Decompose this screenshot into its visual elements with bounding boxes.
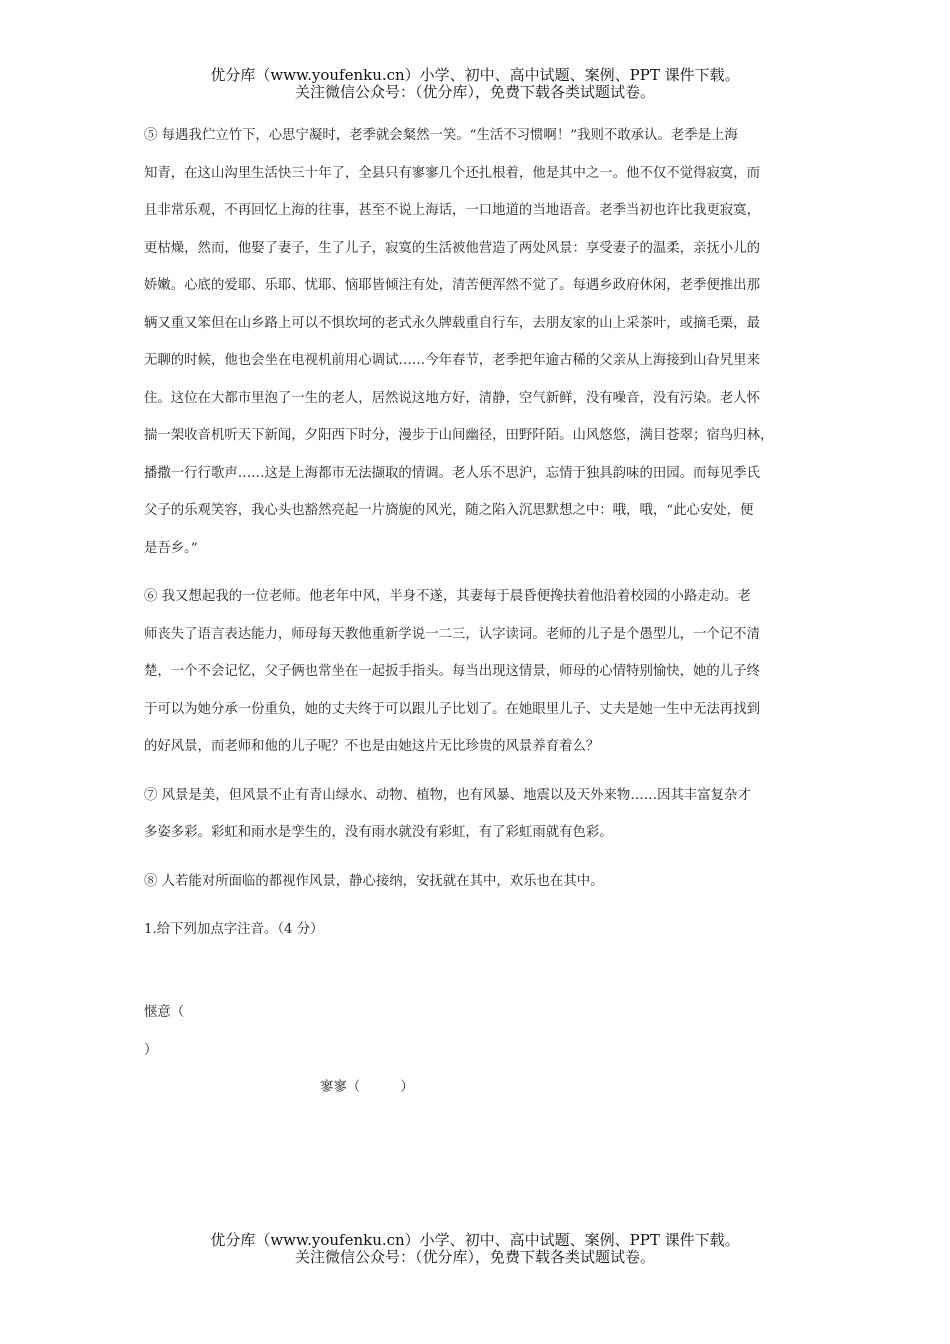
page-footer [0,1232,950,1266]
text-line: 辆又重又笨但在山乡路上可以不惧坎坷的老式永久牌载重自行车，去朋友家的山上采茶叶，或摘毛栗，最 [144,315,760,331]
text-line: ⑧ 人若能对所面临的都视作风景，静心接纳，安抚就在其中，欢乐也在其中。 [144,873,604,889]
text-line: 知青，在这山沟里生活快三十年了，全县只有寥寥几个还扎根着，他是其中之一。他不仅不觉得寂寞，而 [144,165,760,181]
text-line: 揣一架收音机听天下新闻，夕阳西下时分，漫步于山间幽径，田野阡陌。山风悠悠，满目苍翠；宿鸟归林， [144,428,774,443]
text-line: 的好风景，而老师和他的儿子呢？不也是由她这片无比珍贵的风景养育着么？ [144,739,600,754]
text-line: 且非常乐观，不再回忆上海的往事，甚至不说上海话，一口地道的当地语音。老季当初也许比我更寂寞， [144,203,760,218]
text-line: 1.给下列加点字注音。（4 分） [144,922,324,937]
footer-line-1: 优分库（www.youfenku.cn）小学、初中、高中试题、案例、PPT 课件下载。 [210,1231,740,1249]
question-item-2-label: 寥寥（ ） [320,1080,414,1095]
text-line: 住。这位在大都市里泡了一生的老人，居然说这地方好，清静，空气新鲜，没有噪音，没有污染。老人怀 [144,390,760,406]
question-item-1-close: ） [144,1043,158,1058]
header-line-2: 关注微信公众号：（优分库），免费下载各类试题试卷。 [294,83,655,101]
text-line: 于可以为她分承一份重负，她的丈夫终于可以跟儿子比划了。在她眼里儿子、丈夫是她一生中无法再找到 [144,701,760,717]
text-line: ⑦ 风景是美，但风景不止有青山绿水、动物、植物，也有风暴、地震以及天外来物……因其丰富复杂才 [144,787,751,803]
text-line: 无聊的时候，他也会坐在电视机前用心调试……今年春节，老季把年逾古稀的父亲从上海接到山旮旯里来 [144,353,760,368]
text-line: 是吾乡。” [144,540,198,556]
text-line: 播撒一行行歌声……这是上海都市无法撷取的情调。老人乐不思沪，忘情于独具韵味的田园。而每见季氏 [144,465,760,481]
header-line-1: 优分库（www.youfenku.cn）小学、初中、高中试题、案例、PPT 课件下载。 [210,66,740,84]
text-line: ⑤ 每遇我伫立竹下，心思宁凝时，老季就会粲然一笑。“生活不习惯啊！”我则不敢承认。老季是上海 [144,128,738,143]
text-line: 楚，一个不会记忆，父子俩也常坐在一起扳手指头。每当出现这情景，师母的心情特别愉快，她的儿子终 [144,664,760,679]
text-line: 师丧失了语言表达能力，师母每天教他重新学说一二三，认字读词。老师的儿子是个愚型儿，一个记不清 [144,626,760,642]
text-line: 更枯燥，然而，他娶了妻子，生了儿子，寂寞的生活被他营造了两处风景：享受妻子的温柔，亲抚小儿的 [144,240,760,256]
text-line: 父子的乐观笑容，我心头也豁然亮起一片旖旎的风光，随之陷入沉思默想之中：哦，哦，“此心安处，便 [144,503,754,518]
paragraph-5 [144,121,816,571]
question-item-1-label: 惬意（ [144,1005,185,1020]
text-line: 多姿多彩。彩虹和雨水是孪生的，没有雨水就没有彩虹，有了彩虹雨就有色彩。 [144,825,613,840]
paragraph-6 [144,582,816,770]
text-line: 娇嫩。心底的爱耶、乐耶、忧耶、恼耶皆倾注有处，清苦便浑然不觉了。每遇乡政府休闲，老季便推出那 [144,278,760,293]
page-header [0,67,950,101]
footer-line-2: 关注微信公众号：（优分库），免费下载各类试题试卷。 [294,1248,655,1266]
question-1-prompt [144,915,816,953]
article-body [144,121,816,953]
paragraph-8 [144,867,816,905]
text-line: ⑥ 我又想起我的一位老师。他老年中风，半身不遂，其妻每于晨昏便搀扶着他沿着校园的小路走动。老 [144,589,751,604]
paragraph-7 [144,781,816,856]
